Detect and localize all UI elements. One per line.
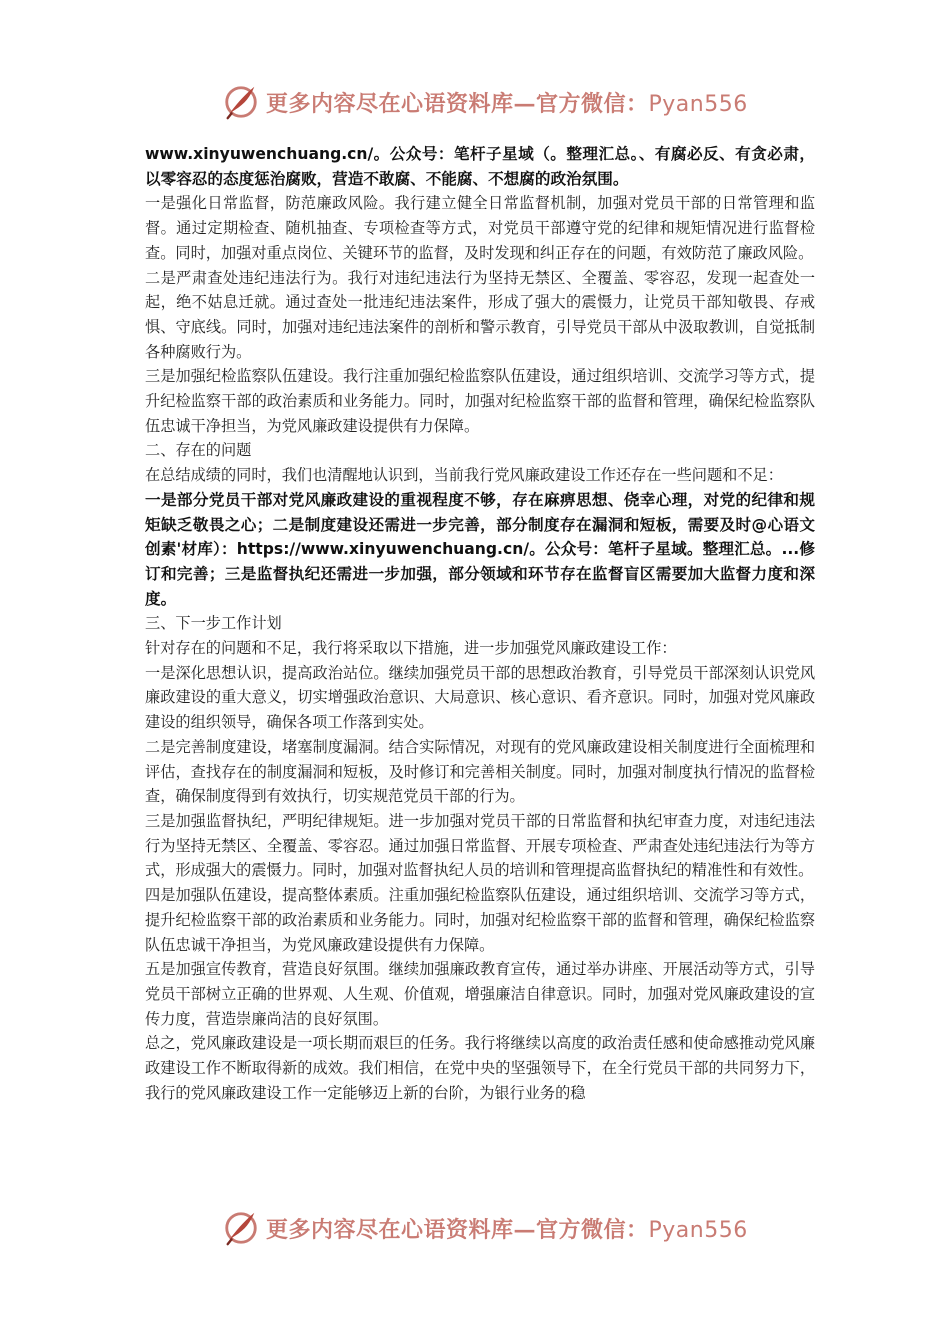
paragraph: 二是完善制度建设，堵塞制度漏洞。结合实际情况，对现有的党风廉政建设相关制度进行全面梳理和评估，查找存在的制度漏洞和短板，及时修订和完善相关制度。同时，加强对制度执行情况的监督检查，确保制度得到有效执行，切实规范党员干部的行为。	[145, 737, 815, 806]
wechat-id: Pyan556	[648, 91, 748, 117]
paragraph: 总之，党风廉政建设是一项长期而艰巨的任务。我行将继续以高度的政治责任感和使命感推动党风廉政建设工作不断取得新的成效。我们相信，在党中央的坚强领导下，在全行党员干部的共同努力下，我行的党风廉政建设工作一定能够迈上新的台阶，为银行业务的稳	[145, 1034, 815, 1102]
banner-label: 更多内容尽在心语资料库—官方微信：	[266, 1216, 649, 1243]
paragraph: 在总结成绩的同时，我们也清醒地认识到，当前我行党风廉政建设工作还存在一些问题和不足：	[145, 466, 783, 485]
paragraph: 五是加强宣传教育，营造良好氛围。继续加强廉政教育宣传，通过举办讲座、开展活动等方式，引导党员干部树立正确的世界观、人生观、价值观，增强廉洁自律意识。同时，加强对党风廉政建设的宣传力度，营造崇廉尚洁的良好氛围。	[145, 960, 815, 1028]
paragraph: www.xinyuwenchuang.cn/。公众号：笔杆子星域（。整理汇总。、有腐必反、有贪必肃，以零容忍的态度惩治腐败，营造不敢腐、不能腐、不想腐的政治氛围。	[145, 145, 815, 188]
section-heading: 二、存在的问题	[145, 441, 252, 460]
quill-pen-logo-icon	[222, 83, 260, 121]
paragraph: 一是部分党员干部对党风廉政建设的重视程度不够，存在麻痹思想、侥幸心理，对党的纪律和规矩缺乏敬畏之心；二是制度建设还需进一步完善，部分制度存在漏洞和短板，需要及时@心语文创素'材库）：https://www.xinyuwenchuang.cn/。公众号：笔杆子星域。整理汇总。...修订和完善；三是监督执纪还需进一步加强，部分领域和环节存在监督盲区需要加大监督力度和深度。	[145, 490, 815, 608]
paragraph: 三是加强监督执纪，严明纪律规矩。进一步加强对党员干部的日常监督和执纪审查力度，对违纪违法行为坚持无禁区、全覆盖、零容忍。通过加强日常监督、开展专项检查、严肃查处违纪违法行为等方式，形成强大的震慑力。同时，加强对监督执纪人员的培训和管理提高监督执纪的精准性和有效性。	[145, 811, 815, 880]
wechat-id: Pyan556	[648, 1217, 748, 1243]
document-body	[145, 142, 815, 1105]
banner-text	[266, 87, 748, 118]
quill-pen-logo-icon	[222, 1209, 260, 1247]
footer-banner	[0, 1208, 950, 1248]
banner-label: 更多内容尽在心语资料库—官方微信：	[266, 90, 649, 117]
paragraph: 二是严肃查处违纪违法行为。我行对违纪违法行为坚持无禁区、全覆盖、零容忍，发现一起查处一起，绝不姑息迁就。通过查处一批违纪违法案件，形成了强大的震慑力，让党员干部知敬畏、存戒惧、守底线。同时，加强对违纪违法案件的剖析和警示教育，引导党员干部从中汲取教训，自觉抵制各种腐败行为。	[145, 268, 815, 361]
header-banner	[0, 82, 950, 122]
paragraph: 针对存在的问题和不足，我行将采取以下措施，进一步加强党风廉政建设工作：	[145, 639, 677, 658]
paragraph: 一是强化日常监督，防范廉政风险。我行建立健全日常监督机制，加强对党员干部的日常管理和监督。通过定期检查、随机抽查、专项检查等方式，对党员干部遵守党的纪律和规矩情况进行监督检查。同时，加强对重点岗位、关键环节的监督，及时发现和纠正存在的问题，有效防范了廉政风险。	[145, 194, 815, 262]
section-heading: 三、下一步工作计划	[145, 614, 282, 633]
banner-text	[266, 1213, 748, 1244]
paragraph: 三是加强纪检监察队伍建设。我行注重加强纪检监察队伍建设，通过组织培训、交流学习等方式，提升纪检监察干部的政治素质和业务能力。同时，加强对纪检监察干部的监督和管理，确保纪检监察队伍忠诚干净担当，为党风廉政建设提供有力保障。	[145, 367, 815, 435]
paragraph: 一是深化思想认识，提高政治站位。继续加强党员干部的思想政治教育，引导党员干部深刻认识党风廉政建设的重大意义，切实增强政治意识、大局意识、核心意识、看齐意识。同时，加强对党风廉政建设的组织领导，确保各项工作落到实处。	[145, 663, 815, 732]
paragraph: 四是加强队伍建设，提高整体素质。注重加强纪检监察队伍建设，通过组织培训、交流学习等方式，提升纪检监察干部的政治素质和业务能力。同时，加强对纪检监察干部的监督和管理，确保纪检监察队伍忠诚干净担当，为党风廉政建设提供有力保障。	[145, 886, 815, 954]
